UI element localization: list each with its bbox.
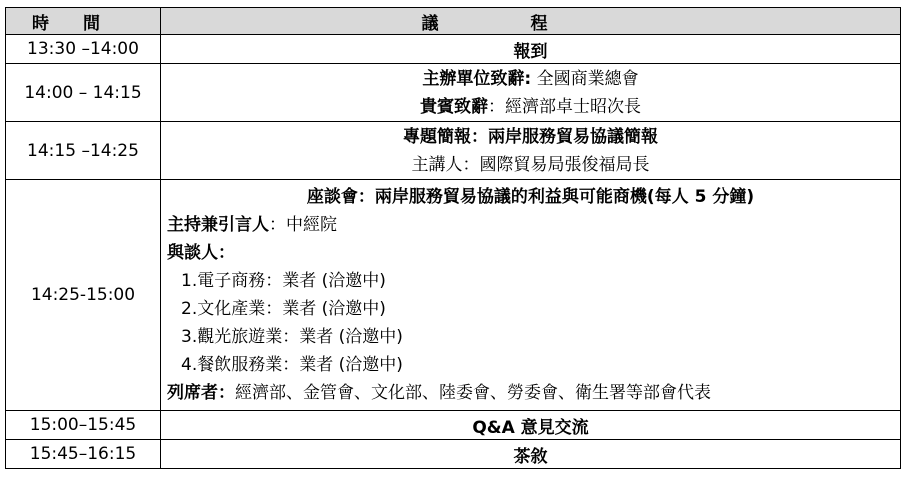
forum-title: 座談會：兩岸服務貿易協議的利益與可能商機(每人 5 分鐘): [306, 187, 755, 207]
header-time: 時間: [6, 8, 161, 35]
row-title: 茶敘: [161, 440, 901, 469]
row-agenda: [161, 180, 901, 411]
row-time: 15:00–15:45: [6, 411, 161, 440]
row-title: Q&A 意見交流: [161, 411, 901, 440]
agenda-table: [5, 7, 901, 469]
row-time: 14:25-15:00: [6, 180, 161, 411]
row-agenda: [161, 122, 901, 180]
attendees-text: 經濟部、金管會、文化部、陸委會、勞委會、衛生署等部會代表: [235, 383, 711, 403]
row-time: 13:30 –14:00: [6, 35, 161, 64]
row-title: 報到: [161, 35, 901, 64]
table-header-row: [6, 8, 901, 35]
table-row: [6, 122, 901, 180]
panelist-item: 4.餐飲服務業：業者 (洽邀中): [181, 355, 403, 375]
table-row: [6, 64, 901, 122]
table-row: [6, 440, 901, 469]
attendees-label: 列席者：: [167, 383, 235, 403]
host-org-label: 主辦單位致辭:: [422, 68, 532, 89]
guest-speech-text: ：經濟部卓士昭次長: [488, 96, 641, 117]
host-org-text: 全國商業總會: [531, 68, 639, 89]
row-time: 14:15 –14:25: [6, 122, 161, 180]
row-time: 14:00 – 14:15: [6, 64, 161, 122]
guest-speech-label: 貴賓致辭: [420, 96, 488, 117]
briefing-title: 專題簡報：兩岸服務貿易協議簡報: [403, 126, 658, 147]
panelist-item: 3.觀光旅遊業：業者 (洽邀中): [181, 327, 403, 347]
panelist-item: 2.文化產業：業者 (洽邀中): [181, 299, 386, 319]
table-row: [6, 35, 901, 64]
row-time: 15:45–16:15: [6, 440, 161, 469]
header-agenda: 議程: [161, 8, 901, 35]
briefing-speaker: 主講人：國際貿易局張俊福局長: [411, 154, 650, 175]
panelist-item: 1.電子商務：業者 (洽邀中): [181, 271, 386, 291]
table-row: [6, 180, 901, 411]
moderator-label: 主持兼引言人: [167, 215, 269, 235]
table-row: [6, 411, 901, 440]
row-agenda: [161, 64, 901, 122]
panelists-label: 與談人：: [167, 243, 235, 263]
moderator-text: ：中經院: [269, 215, 337, 235]
